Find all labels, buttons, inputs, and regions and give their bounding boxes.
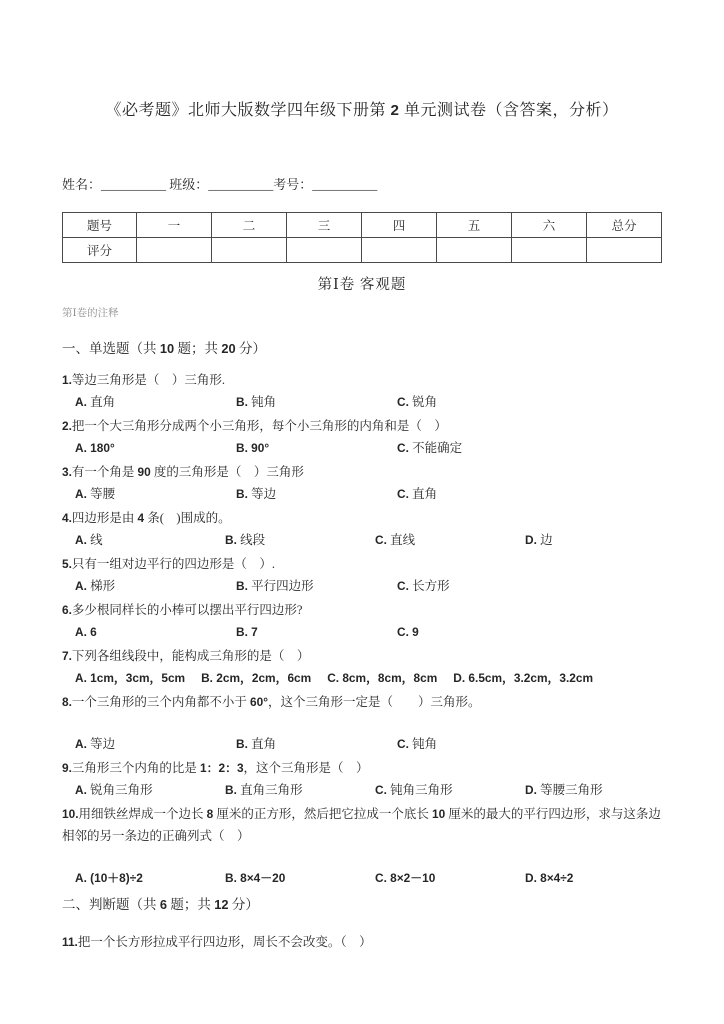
score-cell-empty: [512, 238, 587, 263]
question-10: [62, 803, 662, 889]
question-2-option-b: B. 90°: [236, 441, 270, 455]
question-3-options: [62, 483, 662, 505]
question-8-option-b: B. 直角: [236, 737, 277, 751]
question-7-option-a: A. 1cm，3cm，5cm: [75, 671, 186, 685]
question-10-options: [62, 867, 662, 889]
question-3-option-a: A. 等腰: [75, 487, 116, 501]
score-table-cell-col6: 六: [512, 213, 587, 238]
question-5: [62, 553, 662, 597]
question-1: [62, 369, 662, 413]
question-9-option-c: C. 钝角三角形: [375, 783, 453, 797]
score-table-cell-col3: 三: [287, 213, 362, 238]
question-8-options: [62, 733, 662, 755]
score-cell-empty: [212, 238, 287, 263]
score-table-score-row: [63, 238, 662, 263]
question-6: [62, 599, 662, 643]
question-5-option-a: A. 梯形: [75, 579, 116, 593]
question-2-option-c: C. 不能确定: [397, 441, 463, 455]
page-title: 《必考题》北师大版数学四年级下册第 2 单元测试卷（含答案，分析）: [105, 102, 619, 119]
question-4-option-b: B. 线段: [225, 533, 266, 547]
question-8-stem: 8.一个三角形的三个内角都不小于 60°，这个三角形一定是（ ）三角形。: [62, 695, 481, 709]
question-1-option-c: C. 锐角: [397, 395, 438, 409]
part1-heading: 第Ⅰ卷 客观题: [317, 277, 407, 293]
question-9-option-a: A. 锐角三角形: [75, 783, 153, 797]
score-cell-empty: [437, 238, 512, 263]
question-2-stem: 2.把一个大三角形分成两个小三角形，每个小三角形的内角和是（ ）: [62, 419, 447, 433]
question-9-options: [62, 779, 662, 801]
question-7-option-b: B. 2cm，2cm，6cm: [201, 671, 312, 685]
question-6-option-c: C. 9: [397, 625, 419, 639]
section2-heading: 二、判断题（共 6 题；共 12 分）: [62, 897, 259, 912]
question-9-option-b: B. 直角三角形: [225, 783, 303, 797]
score-cell-empty: [362, 238, 437, 263]
question-5-option-c: C. 长方形: [397, 579, 450, 593]
question-6-stem: 6.多少根同样长的小棒可以摆出平行四边形?: [62, 603, 303, 617]
question-1-stem: 1.等边三角形是（ ）三角形.: [62, 373, 226, 387]
question-list: [62, 369, 662, 953]
score-cell-empty: [137, 238, 212, 263]
question-7-options: [62, 667, 662, 689]
question-4-option-c: C. 直线: [375, 533, 416, 547]
score-table: [62, 212, 662, 263]
score-table-cell-col2: 二: [212, 213, 287, 238]
question-9: [62, 757, 662, 801]
question-6-option-a: A. 6: [75, 625, 97, 639]
question-3: [62, 461, 662, 505]
question-2: [62, 415, 662, 459]
question-10-option-c: C. 8×2－10: [375, 871, 436, 885]
question-5-stem: 5.只有一组对边平行的四边形是（ ）.: [62, 557, 276, 571]
question-10-stem: 10.用细铁丝焊成一个边长 8 厘米的正方形，然后把它拉成一个底长 10 厘米的最大的平行四边形，求与这条边相邻的另一条边的正确列式（ ）: [62, 807, 661, 843]
question-8-option-c: C. 钝角: [397, 737, 438, 751]
question-9-option-d: D. 等腰三角形: [525, 783, 603, 797]
question-10-option-a: A. (10＋8)÷2: [75, 871, 143, 885]
score-table-header-row: [63, 213, 662, 238]
score-table-cell-col4: 四: [362, 213, 437, 238]
question-7-option-d: D. 6.5cm，3.2cm，3.2cm: [453, 671, 594, 685]
question-7: [62, 645, 662, 689]
question-4-options: [62, 529, 662, 551]
question-1-options: [62, 391, 662, 413]
question-10-option-d: D. 8×4÷2: [525, 871, 574, 885]
question-6-options: [62, 621, 662, 643]
question-4-option-d: D. 边: [525, 533, 553, 547]
question-2-option-a: A. 180°: [75, 441, 115, 455]
question-8-option-a: A. 等边: [75, 737, 116, 751]
question-5-options: [62, 575, 662, 597]
question-5-option-b: B. 平行四边形: [236, 579, 314, 593]
part1-note: 第Ⅰ卷的注释: [62, 308, 119, 319]
question-4-stem: 4.四边形是由 4 条( )围成的。: [62, 511, 231, 525]
question-7-option-c: C. 8cm，8cm，8cm: [327, 671, 438, 685]
question-9-stem: 9.三角形三个内角的比是 1：2：3，这个三角形是（ ）: [62, 761, 369, 775]
question-1-option-a: A. 直角: [75, 395, 116, 409]
question-3-stem: 3.有一个角是 90 度的三角形是（ ）三角形: [62, 465, 304, 479]
question-11-stem: 11.把一个长方形拉成平行四边形，周长不会改变。（ ）: [62, 935, 372, 949]
question-10-option-b: B. 8×4－20: [225, 871, 286, 885]
score-table-cell-col1: 一: [137, 213, 212, 238]
section1-heading: 一、单选题（共 10 题；共 20 分）: [62, 341, 267, 356]
score-table-cell-label: 题号: [63, 213, 137, 238]
score-cell-empty: [287, 238, 362, 263]
question-3-option-c: C. 直角: [397, 487, 438, 501]
score-row-label: 评分: [63, 238, 137, 263]
score-cell-empty: [587, 238, 662, 263]
score-table-cell-total: 总分: [587, 213, 662, 238]
question-8: [62, 691, 662, 755]
question-1-option-b: B. 钝角: [236, 395, 277, 409]
question-7-stem: 7.下列各组线段中，能构成三角形的是（ ）: [62, 649, 310, 663]
score-table-cell-col5: 五: [437, 213, 512, 238]
question-11: [62, 931, 662, 953]
question-2-options: [62, 437, 662, 459]
question-3-option-b: B. 等边: [236, 487, 277, 501]
question-4-option-a: A. 线: [75, 533, 103, 547]
question-6-option-b: B. 7: [236, 625, 258, 639]
question-4: [62, 507, 662, 551]
student-info-line: 姓名：__________ 班级：__________考号：__________: [62, 177, 378, 192]
